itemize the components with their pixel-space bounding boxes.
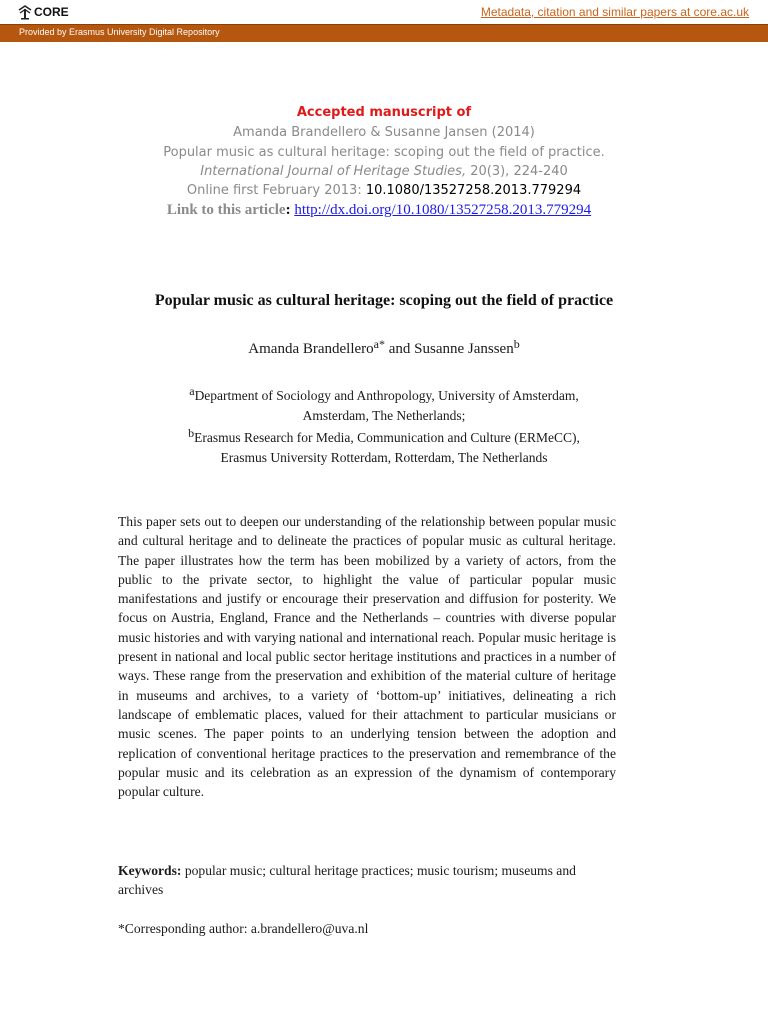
- aff-b-sup: b: [188, 426, 195, 440]
- article-doi-link[interactable]: http://dx.doi.org/10.1080/13527258.2013.779294: [294, 202, 592, 218]
- online-first-label: Online first February 2013:: [186, 183, 366, 198]
- affiliation-a: [0, 386, 768, 406]
- journal-volume: 20(3), 224-240: [466, 164, 568, 179]
- citation-authors: Amanda Brandellero & Susanne Jansen (2014): [233, 125, 535, 140]
- corresponding-author: *Corresponding author: a.brandellero@uva.nl: [118, 921, 369, 936]
- keywords: [118, 861, 616, 900]
- article-link-line: Link to this article: http://dx.doi.org/10.1080/13527258.2013.779294: [166, 202, 592, 218]
- citation-online-first: [0, 183, 768, 198]
- core-metadata-link[interactable]: Metadata, citation and similar papers at core.ac.uk: [480, 5, 749, 19]
- affiliation-b-line2: Erasmus University Rotterdam, Rotterdam, The Netherlands: [220, 450, 548, 465]
- citation-title: Popular music as cultural heritage: scoping out the field of practice.: [163, 145, 605, 160]
- aff-b-line1: Erasmus Research for Media, Communication and Culture (ERMeCC),: [194, 430, 580, 445]
- keywords-label: Keywords:: [118, 863, 182, 878]
- affiliation-b: [0, 428, 768, 448]
- core-banner: [0, 0, 768, 24]
- author-2-sup: b: [513, 337, 520, 351]
- article-link-label: Link to this article: [166, 202, 286, 218]
- affiliation-a-line2: Amsterdam, The Netherlands;: [302, 408, 466, 423]
- author-2: and Susanne Janssen: [384, 341, 514, 357]
- abstract: This paper sets out to deepen our understanding of the relationship between popular music and cultural heritage and to delineate the practices of popular music as cultural heritage. The paper illustrates how the term has been mobilized by a variety of actors, from the public to the private sector, to highlight the value of particular popular music manifestations and justify or encourage their preservation and diffusion for posterity. We focus on Austria, England, France and the Netherlands – countries with diverse popular music histories and with varying national and international reach. Popular music heritage is present in national and local public sector heritage institutions and practices in a number of ways. These range from the preservation and exhibition of the material culture of heritage in museums and archives, to a variety of ‘bottom-up’ initiatives, delineating a rich landscape of emblematic places, valued for their attachment to particular musicians or music scenes. The paper points to an underlying tension between the adoption and replication of conventional heritage practices to the preservation and remembrance of the popular music and its celebration as an expression of the dynamism of contemporary popular culture.: [118, 514, 616, 800]
- journal-name: International Journal of Heritage Studies,: [200, 164, 467, 179]
- citation-journal: [0, 164, 768, 179]
- aff-a-sup: a: [189, 384, 195, 398]
- core-logo[interactable]: [18, 4, 69, 20]
- provider-bar: [0, 24, 768, 42]
- accepted-manuscript-label: Accepted manuscript of: [296, 105, 472, 120]
- author-1: Amanda Brandellero: [248, 341, 374, 357]
- core-tree-icon: [18, 4, 32, 20]
- author-1-sup: a*: [373, 337, 385, 351]
- citation-doi: 10.1080/13527258.2013.779294: [365, 183, 582, 198]
- aff-a-line1: Department of Sociology and Anthropology, University of Amsterdam,: [194, 388, 579, 403]
- keywords-list: popular music; cultural heritage practices; music tourism; museums and archives: [118, 863, 576, 898]
- paper-title: Popular music as cultural heritage: scoping out the field of practice: [154, 292, 614, 309]
- core-logo-text: CORE: [34, 5, 69, 19]
- provider-text: Provided by Erasmus University Digital Repository: [19, 27, 220, 37]
- paper-authors: [0, 337, 768, 358]
